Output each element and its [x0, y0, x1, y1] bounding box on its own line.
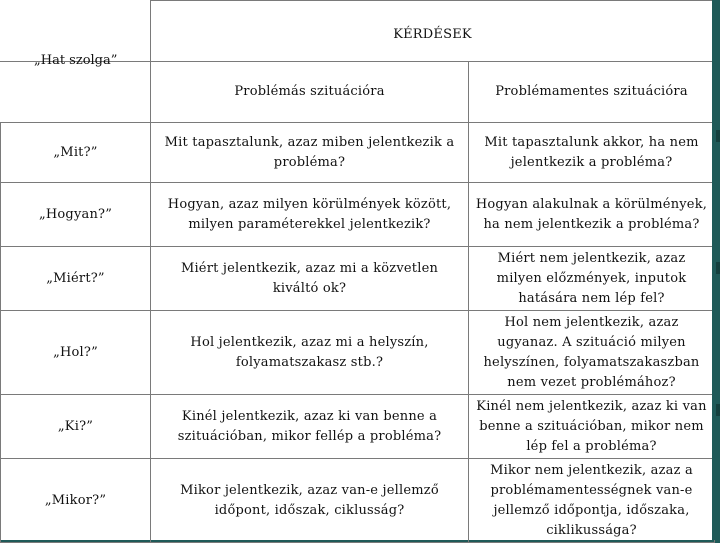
cell-miert-problem: Miért jelentkezik, azaz mi a közvetlen kiváltó ok? — [151, 247, 469, 311]
edge-mark — [716, 130, 720, 142]
table-subtitle: „Hat szolga” — [34, 53, 118, 68]
cell-hogyan-problem: Hogyan, azaz milyen körülmények között, milyen paraméterekkel jelentkezik? — [151, 183, 469, 247]
title-cell — [151, 1, 715, 62]
cell-ki-problem: Kinél jelentkezik, azaz ki van benne a szituációban, mikor fellép a probléma? — [151, 395, 469, 459]
cell-hol-no-problem: Hol nem jelentkezik, azaz ugyanaz. A szituáció milyen helyszínen, folyamatszakaszban nem vezet problémához? — [469, 311, 715, 395]
cell-mit-no-problem: Mit tapasztalunk akkor, ha nem jelentkezik a probléma? — [469, 123, 715, 183]
edge-mark — [716, 404, 720, 416]
cell-ki-no-problem: Kinél nem jelentkezik, azaz ki van benne a szituációban, mikor nem lép fel a probléma? — [469, 395, 715, 459]
cell-hogyan-no-problem: Hogyan alakulnak a körülmények, ha nem jelentkezik a probléma? — [469, 183, 715, 247]
cell-mikor-no-problem: Mikor nem jelentkezik, azaz a problémamentességnek van-e jellemző időpontja, időszaka, ciklikussága? — [469, 459, 715, 543]
column-header-no-problem: Problémamentes szituációra — [469, 62, 715, 123]
row-label-mikor: „Mikor?” — [1, 459, 151, 543]
edge-mark — [716, 262, 720, 274]
row-label-hogyan: „Hogyan?” — [1, 183, 151, 247]
row-label-hol: „Hol?” — [1, 311, 151, 395]
row-label-ki: „Ki?” — [1, 395, 151, 459]
table-title: KÉRDÉSEK — [393, 27, 472, 42]
cell-mit-problem: Mit tapasztalunk, azaz miben jelentkezik a probléma? — [151, 123, 469, 183]
row-label-miert: „Miért?” — [1, 247, 151, 311]
cell-miert-no-problem: Miért nem jelentkezik, azaz milyen előzmények, inputok hatására nem lép fel? — [469, 247, 715, 311]
cell-hol-problem: Hol jelentkezik, azaz mi a helyszín, folyamatszakasz stb.? — [151, 311, 469, 395]
row-label-mit: „Mit?” — [1, 123, 151, 183]
corner-cell-2 — [1, 62, 151, 123]
column-header-problem: Problémás szituációra — [151, 62, 469, 123]
cell-mikor-problem: Mikor jelentkezik, azaz van-e jellemző időpont, időszak, ciklusság? — [151, 459, 469, 543]
